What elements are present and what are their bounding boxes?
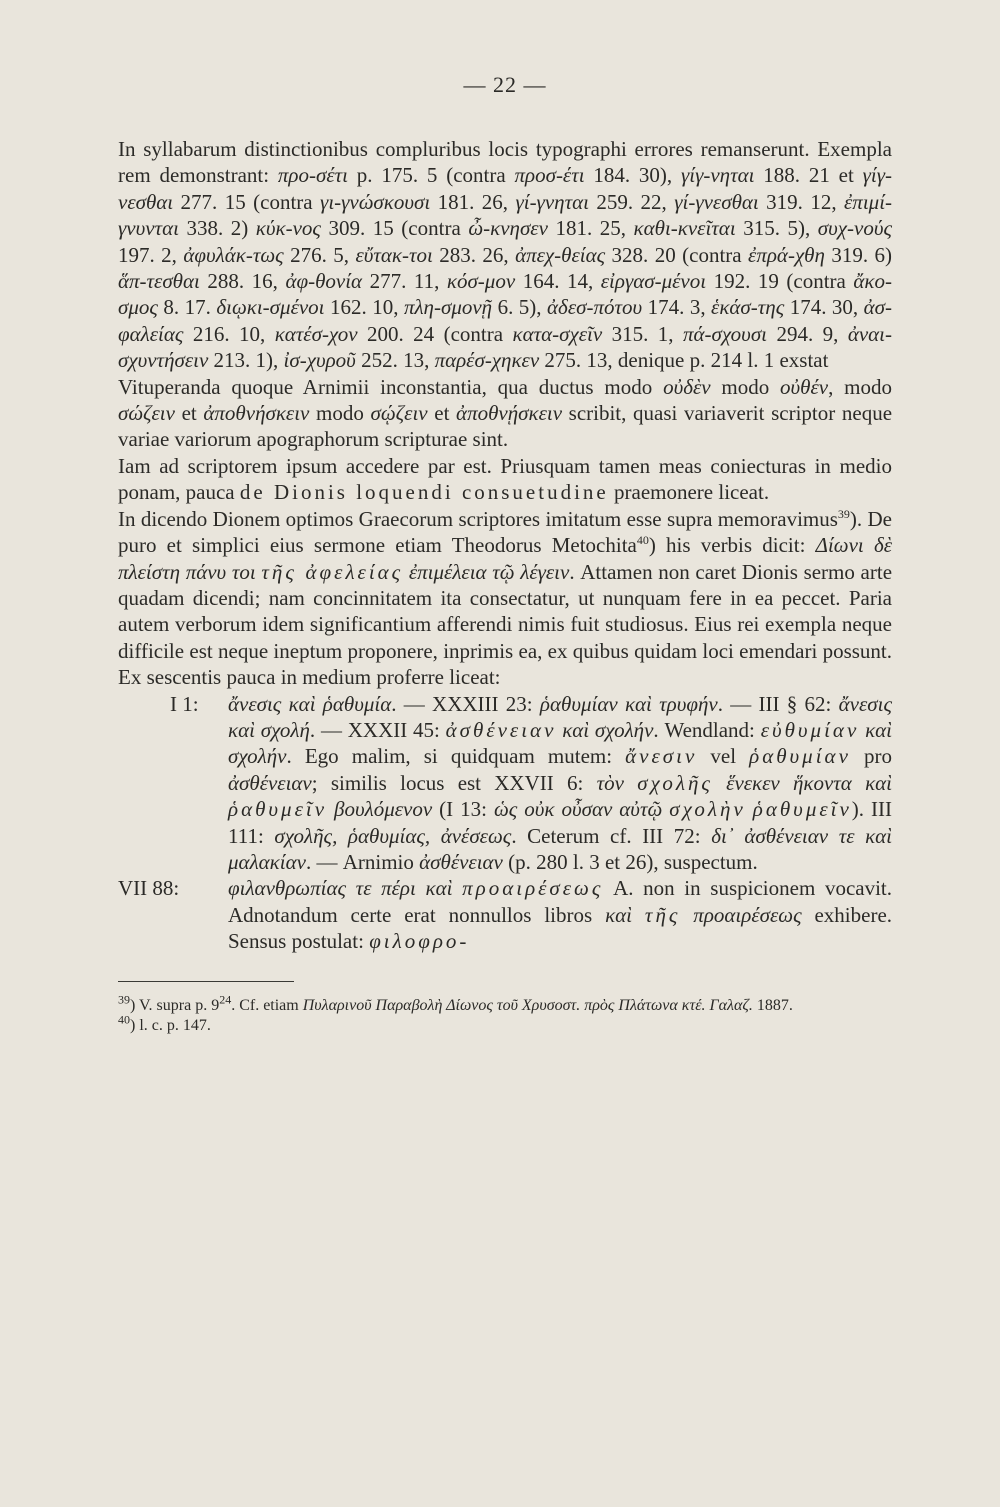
footnote-ref-40: 40 xyxy=(636,533,649,548)
footnote-40: $^{40}$) l. c. p. 147. xyxy=(118,1012,211,1034)
paragraph-transition: Iam ad scriptorem ipsum accedere par est. Priusquam tamen meas coniecturas in medio ponam, pauca de Dionis loquendi consuetudine praemonere liceat. xyxy=(118,453,892,505)
footnote-ref-39: 39 xyxy=(837,506,850,521)
list-item: VII 88: φιλανθρωπίας τε πέρι καὶ προαιρέσεως A. non in suspicionem vocavit. Adnotandum certe erat nonnullos libros καὶ τῆς προαιρέσεως exhibere. Sensus postulat: φιλοφρο- xyxy=(118,876,893,954)
paragraph-syllable-division: In syllabarum distinctionibus compluribus locis typographi errores remanserunt. Exempla rem demonstrant: προ-σέτι p. 175. 5 (contra προσ-έτι 184. 30), γίγ-νηται 188. 21 et γίγ-νεσθαι 277. 15 (contra γι-γνώσκουσι 181. 26, γί-γνηται 259. 22, γί-γνεσθαι 319. 12, ἐπιμί-γνυνται 338. 2) κύκ-νος 309. 15 (contra ὦ-κνησεν 181. 25, καθι-κνεῖται 315. 5), συχ-νούς 197. 2, ἀφυλάκ-τως 276. 5, εὔτακ-τοι 283. 26, ἀπεχ-θείας 328. 20 (contra ἐπρά-χθη 319. 6) ἅπ-τεσθαι 288. 16, ἀφ-θονία 277. 11, κόσ-μον 164. 14, εἰργασ-μένοι 192. 19 (contra ἄκο-σμος 8. 17. διῳκι-σμένοι 162. 10, πλη-σμονῇ 6. 5), ἀδεσ-πότου 174. 3, ἑκάσ-της 174. 30, ἀσ-φαλείας 216. 10, κατέσ-χον 200. 24 (contra κατα-σχεῖν 315. 1, πά-σχουσι 294. 9, ἀναι-σχυντήσειν 213. 1), ἰσ-χυροῦ 252. 13, παρέσ-χηκεν 275. 13, denique p. 214 l. 1 exstat xyxy=(118,137,893,373)
body-text xyxy=(118,136,892,955)
footnotes xyxy=(118,992,892,1036)
paragraph-dio-style: In dicendo Dionem optimos Graecorum scriptores imitatum esse supra memoravimus$^{39}$). De puro et simplici eius sermone etiam Theodorus Metochita$^{40}$) his verbis dicit: Δίωνι δὲ πλείστη πάνυ τοι τῆς ἀφελείας ἐπιμέλεια τῷ λέγειν. Attamen non caret Dionis sermo arte quadam dicendi; nam concinnitatem ita consectatur, ut nunquam fere in ea peccet. Paria autem verborum idem significantium afferendi nimis fuit studiosus. Eius rei exempla neque difficile est neque ineptum proponere, inprimis ea, ex quibus quidam loci emendari possunt. Ex sescentis pauca in medium proferre liceat: xyxy=(118,506,893,690)
footnote-39: $^{39}$) V. supra p. $9^{24}$. Cf. etiam Πυλαρινοῦ Παραβολὴ Δίωνος τοῦ Χρυσοστ. πρὸς Πλάτωνα κτέ. Γαλαζ. 1887. xyxy=(118,992,793,1014)
footnote-divider xyxy=(118,981,294,982)
page-number: — 22 — xyxy=(463,72,547,97)
paragraph-arnim-inconstancy: Vituperanda quoque Arnimii inconstantia, qua ductus modo οὐδὲν modo οὐθέν, modo σώζειν et ἀποθνήσκειν modo σῴζειν et ἀποθνῄσκειν scribit, quasi variaverit scriptor neque variae variorum apographorum scripturae sint. xyxy=(118,374,893,452)
list-item: I 1: ἄνεσις καὶ ῥαθυμία. — XXXIII 23: ῥαθυμίαν καὶ τρυφήν. — III § 62: ἄνεσις καὶ σχολή. — XXXII 45: ἀσθένειαν καὶ σχολήν. Wendland: εὐθυμίαν καὶ σχολήν. Ego malim, si quidquam mutem: ἄνεσιν vel ῥαθυμίαν pro ἀσθένειαν; similis locus est XXVII 6: τὸν σχολῆς ἕνεκεν ἥκοντα καὶ ῥαθυμεῖν βουλόμενον (I 13: ὡς οὐκ οὖσαν αὐτῷ σχολὴν ῥαθυμεῖν). III 111: σχολῆς, ῥαθυμίας, ἀνέσεως. Ceterum cf. III 72: δι᾽ ἀσθένειαν τε καὶ μαλακίαν. — Arnimio ἀσθένειαν (p. 280 l. 3 et 26), suspectum. xyxy=(170,691,893,874)
